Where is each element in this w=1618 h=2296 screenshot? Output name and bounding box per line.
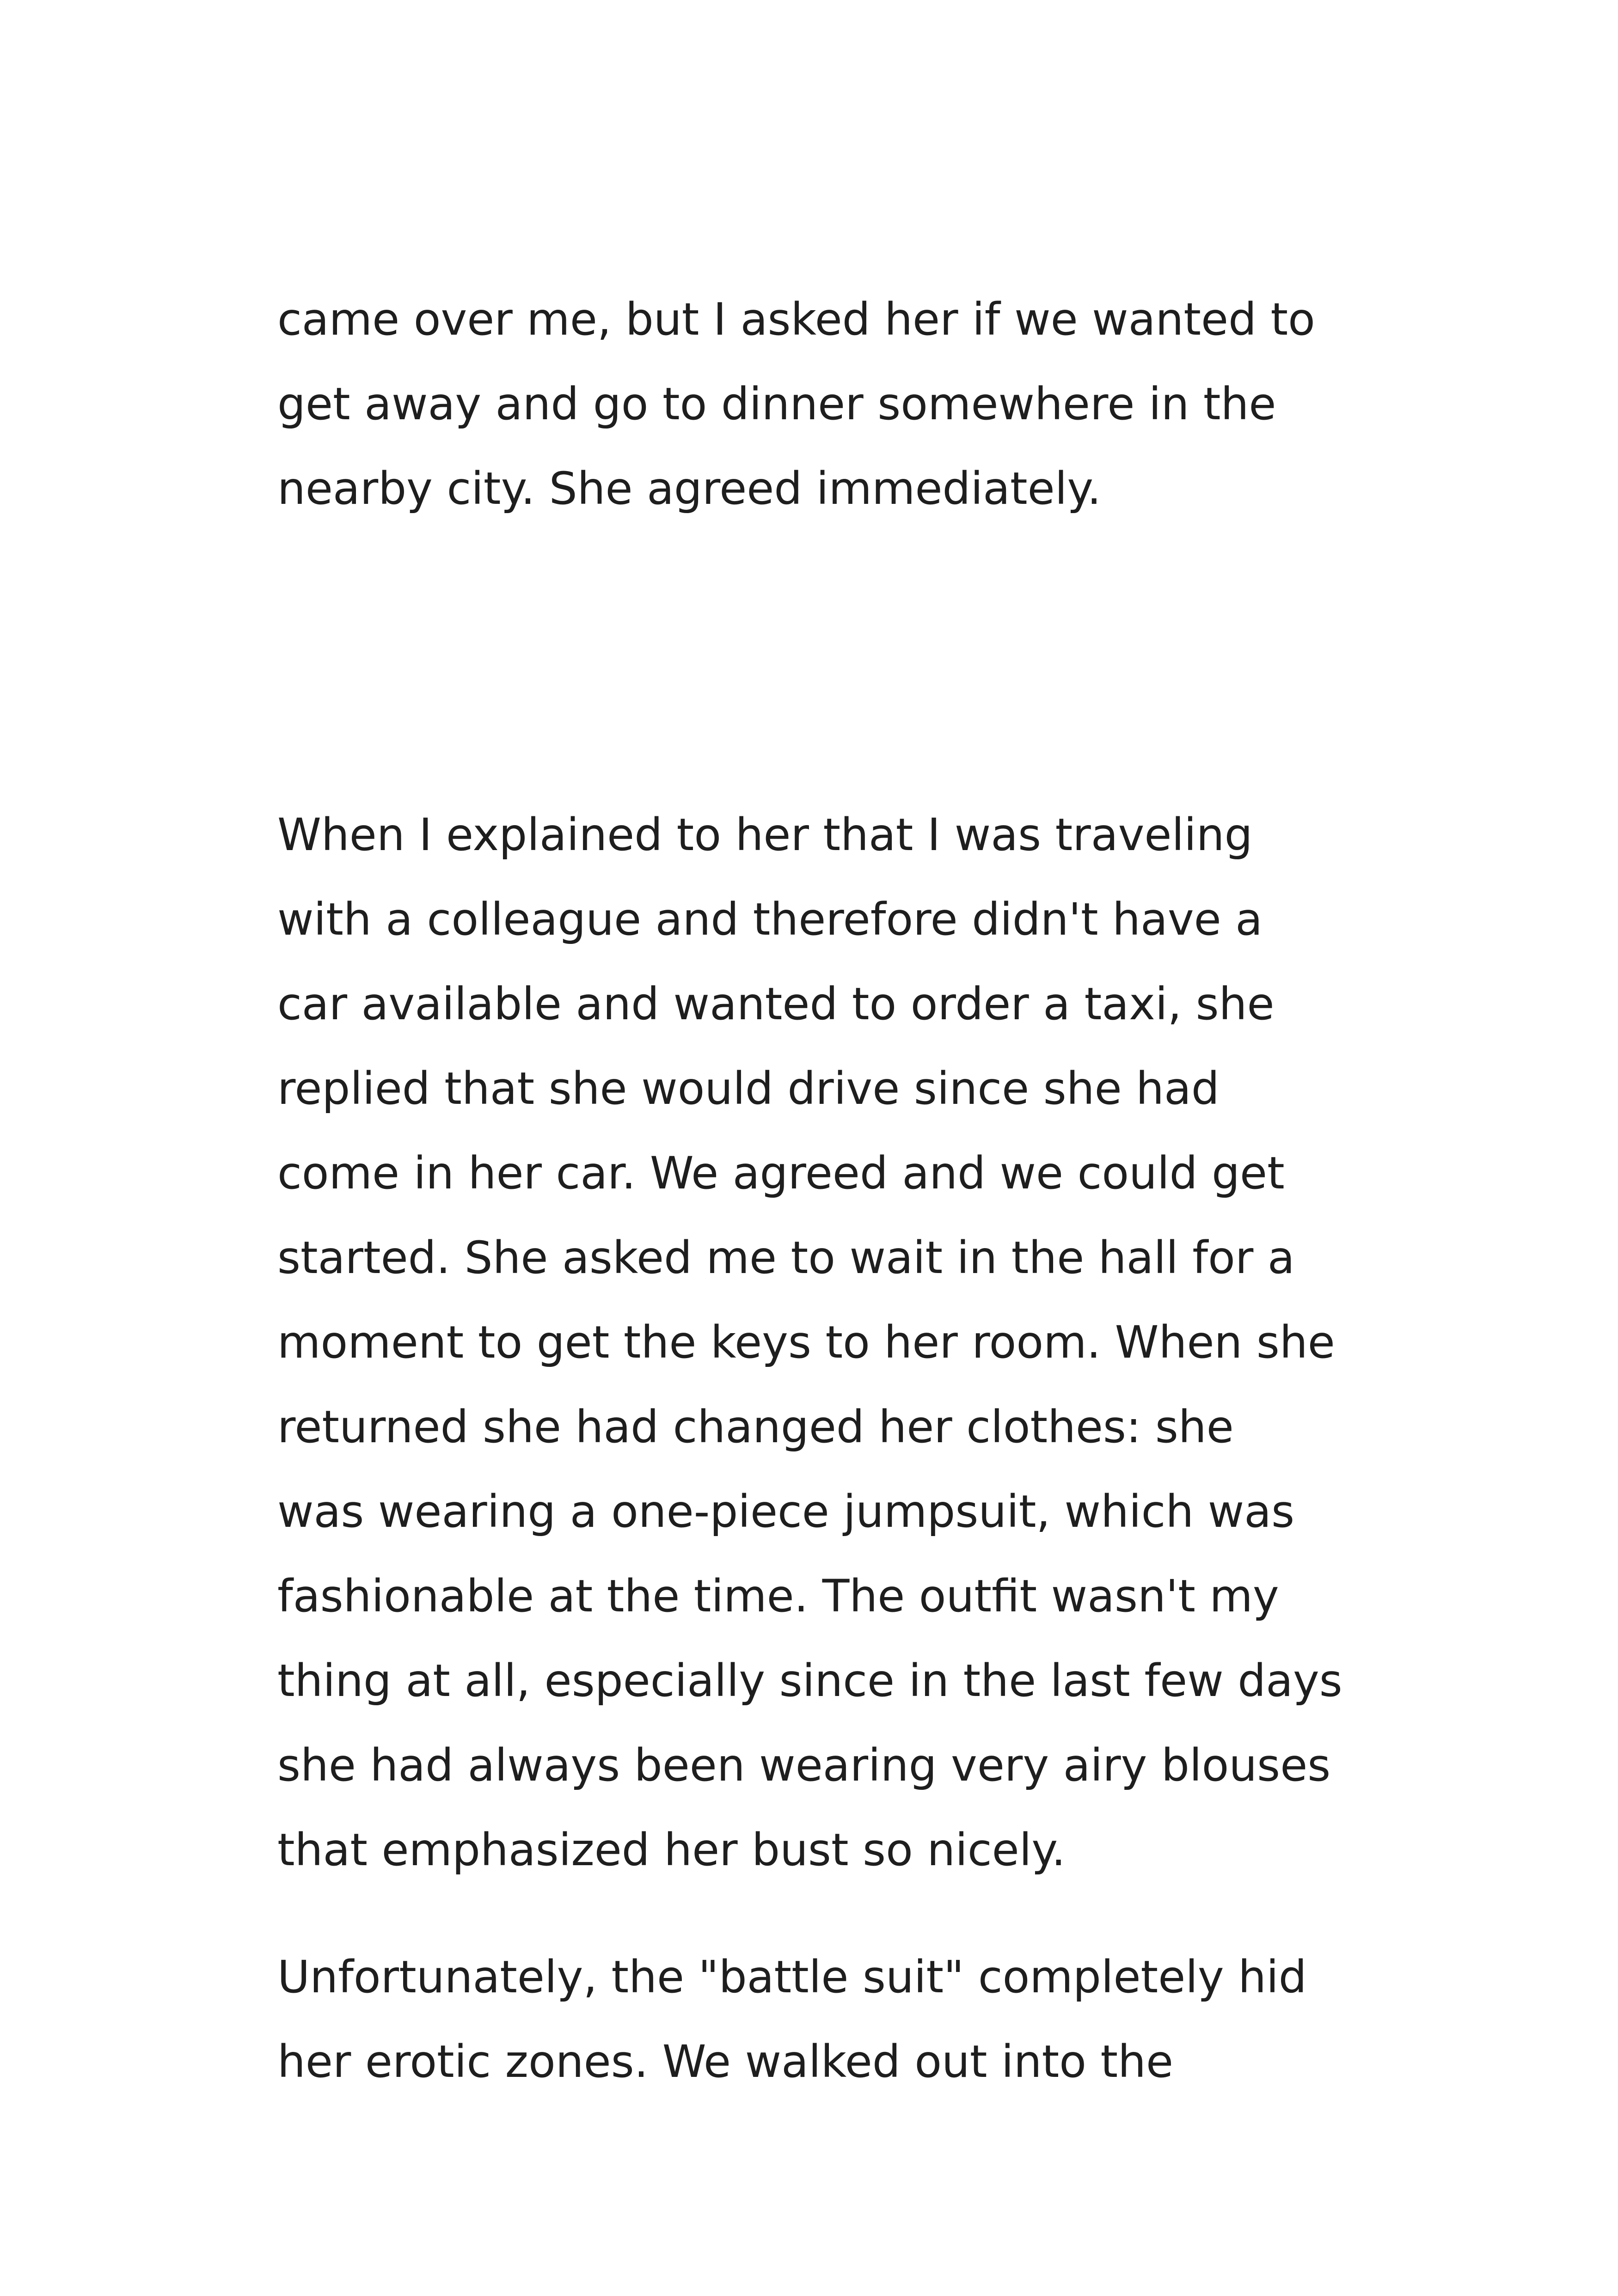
text-line: come in her car. We agreed and we could get [277,1147,1285,1199]
paragraph-spacer [277,1892,1368,1935]
text-line: Unfortunately, the "battle suit" completely hid [277,1951,1307,2003]
text-line: started. She asked me to wait in the hall for a [277,1232,1295,1284]
body-text [277,277,1368,2104]
text-line: that emphasized her bust so nicely. [277,1824,1066,1876]
paragraph-spacer [277,531,1368,793]
text-line: she had always been wearing very airy blouses [277,1739,1331,1791]
text-line: returned she had changed her clothes: she [277,1401,1234,1453]
text-line: her erotic zones. We walked out into the [277,2036,1173,2088]
text-line: nearby city. She agreed immediately. [277,463,1101,514]
paragraph-1 [277,277,1368,531]
paragraph-2 [277,793,1368,1892]
text-line: moment to get the keys to her room. When she [277,1316,1335,1368]
text-line: was wearing a one-piece jumpsuit, which was [277,1486,1295,1537]
text-line: thing at all, especially since in the last few days [277,1655,1342,1707]
text-line: replied that she would drive since she had [277,1063,1220,1114]
text-line: came over me, but I asked her if we wanted to [277,294,1315,345]
text-line: fashionable at the time. The outfit wasn't my [277,1570,1279,1622]
text-line: with a colleague and therefore didn't have a [277,894,1263,945]
text-line: get away and go to dinner somewhere in the [277,378,1276,430]
text-line: When I explained to her that I was traveling [277,809,1253,861]
text-line: car available and wanted to order a taxi, she [277,978,1275,1030]
paragraph-3 [277,1935,1368,2104]
